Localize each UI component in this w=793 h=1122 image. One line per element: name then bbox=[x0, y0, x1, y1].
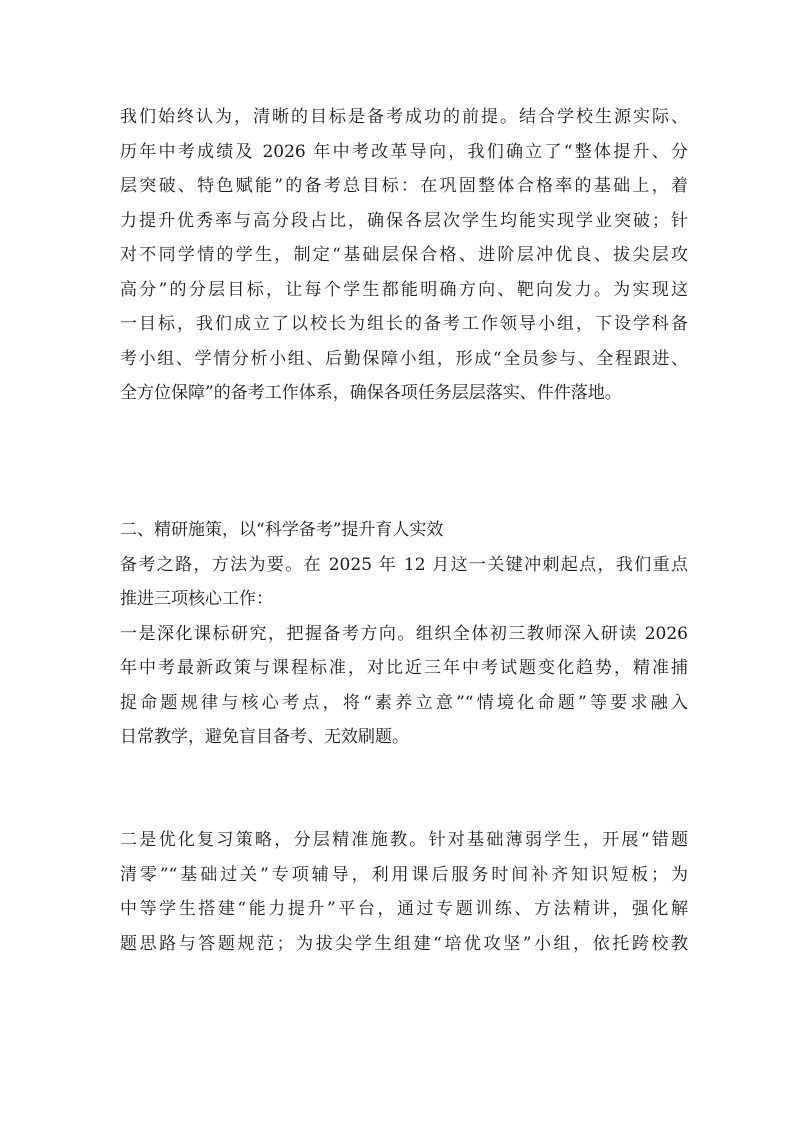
section-heading: 二、精研施策，以“科学备考”提升育人实效 bbox=[120, 520, 444, 540]
text-line: 力提升优秀率与高分段占比，确保各层次学生均能实现学业突破；针 bbox=[120, 210, 688, 231]
text-line: 我们始终认为，清晰的目标是备考成功的前提。结合学校生源实际、 bbox=[120, 107, 688, 127]
text-line: 二是优化复习策略，分层精准施教。针对基础薄弱学生，开展“错题 bbox=[120, 830, 688, 850]
text-line: 一目标，我们成立了以校长为组长的备考工作领导小组，下设学科备 bbox=[120, 314, 688, 334]
text-line: 考小组、学情分析小组、后勤保障小组，形成“全员参与、全程跟进、 bbox=[120, 348, 688, 369]
paragraph-goals bbox=[120, 100, 688, 411]
text-line: 全方位保障”的备考工作体系，确保各项任务层层落实、件件落地。 bbox=[120, 383, 622, 403]
text-line: 年中考最新政策与课程标准，对比近三年中考试题变化趋势，精准捕 bbox=[120, 658, 688, 678]
paragraph-strategy bbox=[120, 823, 688, 961]
text-line: 中等学生搭建“能力提升”平台，通过专题训练、方法精讲，强化解 bbox=[120, 899, 688, 919]
text-line: 备考之路，方法为要。在 2025 年 12 月这一关键冲刺起点，我们重点 bbox=[120, 554, 688, 575]
text-line: 推进三项核心工作： bbox=[120, 589, 273, 609]
text-line: 题思路与答题规范；为拔尖学生组建“培优攻坚”小组，依托跨校教 bbox=[120, 933, 688, 954]
text-line: 一是深化课标研究，把握备考方向。组织全体初三教师深入研读 2026 bbox=[120, 623, 688, 644]
text-line: 高分”的分层目标，让每个学生都能明确方向、靶向发力。为实现这 bbox=[120, 279, 688, 300]
text-line: 对不同学情的学生，制定“基础层保合格、进阶层冲优良、拔尖层攻 bbox=[120, 245, 688, 265]
section-two bbox=[120, 513, 688, 755]
text-line: 层突破、特色赋能”的备考总目标：在巩固整体合格率的基础上，着 bbox=[120, 176, 688, 196]
text-line: 日常教学，避免盲目备考、无效刷题。 bbox=[120, 727, 409, 747]
text-line: 清零”“基础过关”专项辅导，利用课后服务时间补齐知识短板；为 bbox=[120, 864, 688, 885]
text-line: 捉命题规律与核心考点，将“素养立意”“情境化命题”等要求融入 bbox=[120, 692, 688, 713]
text-line: 历年中考成绩及 2026 年中考改革导向，我们确立了“整体提升、分 bbox=[120, 141, 688, 162]
